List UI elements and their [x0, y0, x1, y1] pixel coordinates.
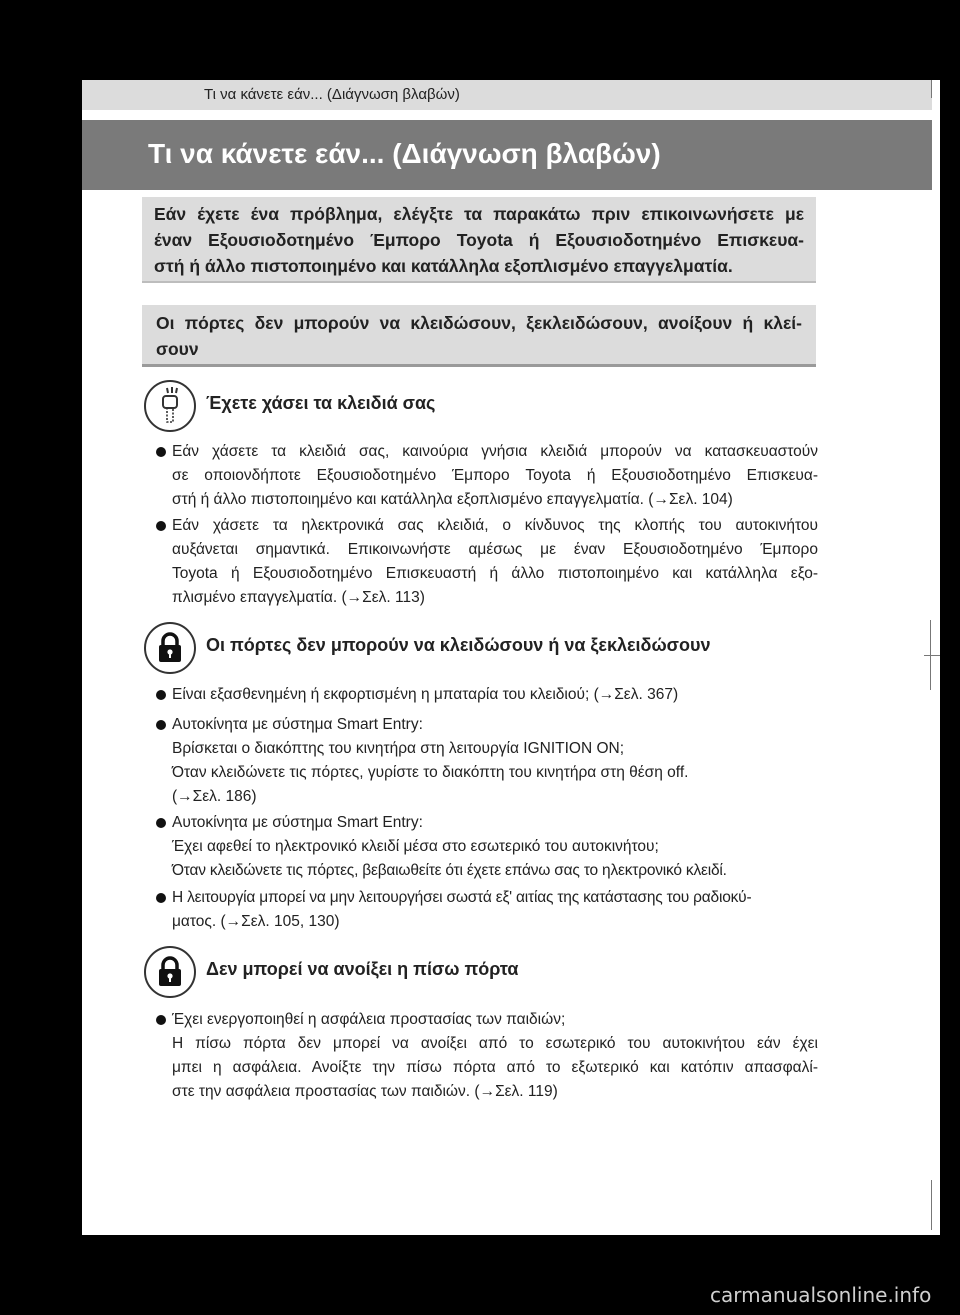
- subsection-rear-door: [144, 946, 844, 998]
- padlock-icon: [144, 946, 196, 998]
- bullet-icon: [156, 720, 166, 730]
- crop-mark: [931, 80, 932, 98]
- section-title: Οι πόρτες δεν μπορούν να κλειδώσουν, ξεκλειδώσουν, ανοίξουν ή κλεί- σουν: [142, 305, 816, 367]
- bullet-icon: [156, 447, 166, 457]
- list-item: Είναι εξασθενημένη ή εκφορτισμένη η μπαταρία του κλειδιού; (→Σελ. 367): [156, 683, 818, 707]
- bullet-icon: [156, 690, 166, 700]
- list-item: Η λειτουργία μπορεί να μην λειτουργήσει σωστά εξ' αιτίας της κατάστασης του ραδιοκύ- ματος. (→Σελ. 105, 130): [156, 886, 818, 934]
- bullet-icon: [156, 1015, 166, 1025]
- list-item: Εάν χάσετε τα κλειδιά σας, καινούρια γνήσια κλειδιά μπορούν να κατασκευαστούν σε οποιονδήποτε Εξουσιοδοτημένο Έμπορο Toyota ή Εξουσιοδοτημένο Επισκευα- στή ή άλλο πιστοποιημένο και κατάλληλα εξοπλισμένο επαγγελματία. (→Σελ. 104): [156, 440, 818, 512]
- padlock-icon: [144, 622, 196, 674]
- manual-page: [82, 80, 940, 1235]
- bullet-icon: [156, 818, 166, 828]
- list-item: Αυτοκίνητα με σύστημα Smart Entry: Έχει αφεθεί το ηλεκτρονικό κλειδί μέσα στο εσωτερικό του αυτοκινήτου; Όταν κλειδώνετε τις πόρτες, βεβαιωθείτε ότι έχετε επάνω σας το ηλεκτρονικό κλειδί.: [156, 811, 818, 883]
- list-item: Εάν χάσετε τα ηλεκτρονικά σας κλειδιά, ο κίνδυνος της κλοπής του αυτοκινήτου αυξάνεται σημαντικά. Επικοινωνήστε αμέσως με έναν Εξουσιοδοτημένο Έμπορο Toyota ή Εξουσιοδοτημένο Επισκευαστή ή άλλο πιστοποιημένο και κατάλληλα εξο- πλισμένο επαγγελματία. (→Σελ. 113): [156, 514, 818, 610]
- list-item: Έχει ενεργοποιηθεί η ασφάλεια προστασίας των παιδιών; Η πίσω πόρτα δεν μπορεί να ανοίξει από το εσωτερικό του αυτοκινήτου εάν έχει μπει η ασφάλεια. Ανοίξτε την πίσω πόρτα από το εξωτερικό και κατόπιν απασφαλί- στε την ασφάλεια προστασίας των παιδιών. (→Σελ. 119): [156, 1008, 818, 1104]
- running-head: Τι να κάνετε εάν... (Διάγνωση βλαβών): [82, 80, 932, 110]
- subsection-lost-keys: [144, 380, 844, 432]
- intro-box: Εάν έχετε ένα πρόβλημα, ελέγξτε τα παρακάτω πριν επικοινωνήσετε με έναν Εξουσιοδοτημένο Έμπορο Toyota ή Εξουσιοδοτημένο Επισκευα- στή ή άλλο πιστοποιημένο και κατάλληλα εξοπλισμένο επαγγελματία.: [142, 197, 816, 283]
- subsection-locks: [144, 622, 844, 674]
- subsection-heading: Οι πόρτες δεν μπορούν να κλειδώσουν ή να ξεκλειδώσουν: [206, 635, 711, 655]
- bullet-icon: [156, 521, 166, 531]
- bullet-icon: [156, 893, 166, 903]
- list-item: Αυτοκίνητα με σύστημα Smart Entry: Βρίσκεται ο διακόπτης του κινητήρα στη λειτουργία IGNITION ON; Όταν κλειδώνετε τις πόρτες, γυρίστε το διακόπτη του κινητήρα στη θέση off. (→Σελ. 186): [156, 713, 818, 809]
- page-title: Τι να κάνετε εάν... (Διάγνωση βλαβών): [82, 120, 932, 190]
- subsection-heading: Δεν μπορεί να ανοίξει η πίσω πόρτα: [206, 959, 519, 979]
- watermark: carmanualsonline.info: [710, 1283, 932, 1307]
- crop-mark: [931, 1180, 932, 1230]
- subsection-heading: Έχετε χάσει τα κλειδιά σας: [206, 393, 436, 413]
- crop-mark: [924, 655, 940, 656]
- lost-key-icon: [144, 380, 196, 432]
